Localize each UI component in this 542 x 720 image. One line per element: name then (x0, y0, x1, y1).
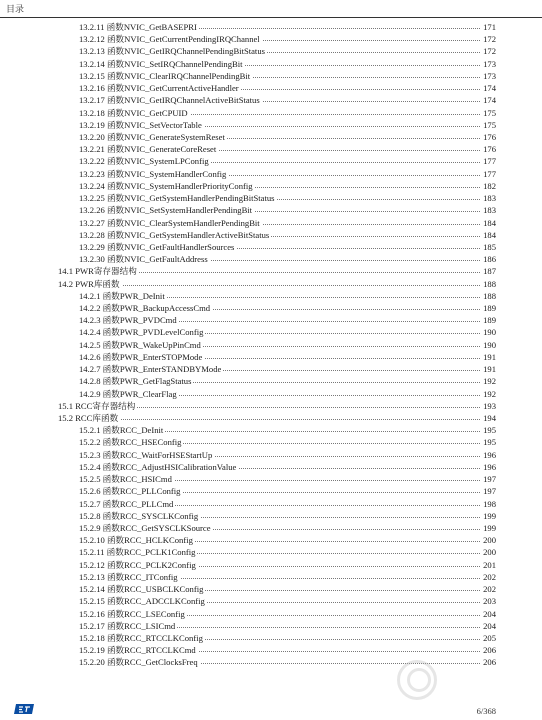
toc-entry-label (79, 58, 245, 70)
toc-entry-number: 15.2.4 (79, 461, 101, 472)
toc-entry-title: 函数PWR_EnterSTANDBYMode (102, 364, 222, 375)
toc-entry-page: 175 (483, 107, 496, 118)
toc-entry-page: 191 (483, 351, 496, 362)
toc-entry-number: 13.2.17 (79, 95, 105, 106)
toc-entry-title: 函数RCC_WaitForHSEStartUp (102, 449, 213, 460)
toc-entry-page: 194 (483, 413, 496, 423)
toc-entry-page: 200 (483, 547, 496, 558)
toc-entry-number: 15.1 (58, 400, 74, 411)
header-rule (0, 17, 542, 18)
toc-entry-page: 190 (483, 327, 496, 338)
toc-entry-page: 185 (483, 241, 496, 252)
toc-entry[interactable] (0, 265, 542, 277)
toc-entry-label (79, 143, 218, 155)
toc-entry[interactable] (0, 546, 542, 558)
toc-entry[interactable] (0, 583, 542, 595)
toc-entry-number: 14.2.9 (79, 388, 101, 399)
toc-entry-page: 173 (483, 58, 496, 69)
toc-entry-page: 197 (483, 486, 496, 497)
toc-entry[interactable] (0, 608, 542, 620)
toc-entry-number: 15.2.12 (79, 559, 105, 570)
toc-entry[interactable] (0, 595, 542, 607)
toc-entry[interactable] (0, 94, 542, 106)
toc-entry-number: 15.2.5 (79, 474, 101, 485)
toc-entry-number: 13.2.24 (79, 180, 105, 191)
toc-entry-label (79, 33, 262, 45)
toc-entry[interactable] (0, 302, 542, 314)
toc-entry-number: 15.2.8 (79, 510, 101, 521)
toc-entry-title: 函数NVIC_ClearIRQChannelPendingBit (106, 70, 251, 81)
toc-entry-label (79, 192, 277, 204)
toc-entry-label (79, 229, 271, 241)
toc-entry-title: 函数RCC_AdjustHSICalibrationValue (102, 461, 237, 472)
toc-entry-number: 15.2.3 (79, 449, 101, 460)
toc-entry[interactable] (0, 363, 542, 375)
toc-entry-number: 13.2.29 (79, 241, 105, 252)
toc-entry-page: 195 (483, 425, 496, 436)
toc-entry-title: 函数NVIC_GetCurrentPendingIRQChannel (106, 34, 260, 45)
toc-entry[interactable] (0, 204, 542, 216)
toc-entry-label (79, 131, 227, 143)
toc-entry-label (79, 571, 180, 583)
toc-entry-title: 函数NVIC_GenerateCoreReset (106, 144, 217, 155)
toc-entry-title: 函数RCC_USBCLKConfig (106, 584, 204, 595)
toc-entry[interactable] (0, 314, 542, 326)
toc-entry-page: 174 (483, 83, 496, 94)
toc-entry-number: 13.2.22 (79, 156, 105, 167)
toc-entry-page: 205 (483, 632, 496, 643)
toc-entry-number: 15.2.7 (79, 498, 101, 509)
toc-entry[interactable] (0, 498, 542, 510)
toc-entry[interactable] (0, 461, 542, 473)
toc-entry[interactable] (0, 351, 542, 363)
toc-entry-page: 204 (483, 620, 496, 631)
toc-entry-page: 176 (483, 144, 496, 155)
toc-entry-label (79, 583, 205, 595)
toc-entry-title: 函数RCC_RTCCLKCmd (106, 645, 196, 656)
toc-entry-label (79, 424, 165, 436)
page-number: 6/368 (476, 706, 496, 716)
toc-entry-title: 函数NVIC_GetCPUID (106, 107, 188, 118)
toc-entry-label (79, 204, 254, 216)
toc-entry[interactable] (0, 192, 542, 204)
toc-entry-title: 函数RCC_PCLK1Config (106, 547, 196, 558)
toc-entry-label (79, 290, 167, 302)
toc-entry-label (79, 326, 205, 338)
toc-entry-label (79, 314, 179, 326)
toc-entry-title: 函数NVIC_GetSystemHandlerPendingBitStatus (106, 193, 275, 204)
toc-entry-title: 函数NVIC_SystemHandlerConfig (106, 168, 227, 179)
toc-entry-page: 184 (483, 217, 496, 228)
toc-entry-number: 13.2.30 (79, 254, 105, 265)
toc-entry-page: 203 (483, 596, 496, 607)
toc-entry-label (79, 168, 228, 180)
toc-entry-title: 函数RCC_ADCCLKConfig (106, 596, 205, 607)
toc-entry-title: 函数NVIC_GetBASEPRI (106, 22, 197, 32)
watermark-logo (395, 656, 535, 700)
toc-entry[interactable] (0, 339, 542, 351)
toc-entry[interactable] (0, 644, 542, 656)
toc-entry-page: 199 (483, 522, 496, 533)
toc-entry-title: 函数NVIC_SetIRQChannelPendingBit (106, 58, 243, 69)
toc-entry-label (79, 21, 199, 33)
toc-entry-label (79, 656, 200, 668)
toc-entry-page: 202 (483, 584, 496, 595)
toc-entry[interactable] (0, 388, 542, 400)
toc-entry-title: 函数NVIC_SetSystemHandlerPendingBit (106, 205, 253, 216)
toc-entry-title: 函数PWR_DeInit (102, 290, 165, 301)
toc-entry-label (79, 82, 241, 94)
toc-entry-number: 15.2.19 (79, 645, 105, 656)
toc-entry-title: RCC寄存器结构 (75, 400, 136, 411)
toc-entry-number: 14.1 (58, 266, 74, 277)
toc-entry-number: 15.2.6 (79, 486, 101, 497)
toc-entry-title: 函数RCC_LSEConfig (106, 608, 185, 619)
toc-entry-page: 200 (483, 535, 496, 546)
toc-entry-label (79, 522, 213, 534)
toc-entry-title: RCC库函数 (75, 413, 119, 423)
toc-entry[interactable] (0, 229, 542, 241)
toc-entry-title: 函数NVIC_GenerateSystemReset (106, 131, 225, 142)
toc-entry-label (79, 644, 198, 656)
toc-entry[interactable] (0, 632, 542, 644)
toc-entry-label (79, 388, 179, 400)
toc-entry-page: 201 (483, 559, 496, 570)
toc-entry-title: 函数NVIC_SystemHandlerPriorityConfig (106, 180, 253, 191)
toc-entry[interactable] (0, 143, 542, 155)
toc-entry-label (79, 351, 204, 363)
toc-leader-dots (58, 285, 496, 286)
toc-entry-number: 13.2.19 (79, 119, 105, 130)
toc-entry-label (79, 632, 205, 644)
toc-entry-title: 函数PWR_BackupAccessCmd (102, 303, 211, 314)
toc-entry-number: 14.2.8 (79, 376, 101, 387)
toc-entry-page: 192 (483, 388, 496, 399)
toc-entry-page: 182 (483, 180, 496, 191)
toc-entry-title: 函数RCC_RTCCLKConfig (106, 632, 203, 643)
toc-entry[interactable] (0, 571, 542, 583)
toc-entry-number: 15.2.17 (79, 620, 105, 631)
toc-entry-title: 函数PWR_PVDLevelConfig (102, 327, 204, 338)
toc-entry-number: 14.2.2 (79, 303, 101, 314)
page-header (0, 0, 542, 18)
toc-entry-page: 176 (483, 131, 496, 142)
toc-entry-number: 13.2.13 (79, 46, 105, 57)
toc-entry-page: 204 (483, 608, 496, 619)
toc-entry-number: 15.2 (58, 413, 74, 423)
toc-entry[interactable] (0, 436, 542, 448)
toc-entry-label (79, 217, 262, 229)
toc-entry-number: 13.2.25 (79, 193, 105, 204)
toc-entry-page: 190 (483, 339, 496, 350)
toc-entry-number: 14.2.7 (79, 364, 101, 375)
toc-entry-page: 175 (483, 119, 496, 130)
toc-entry[interactable] (0, 82, 542, 94)
toc-entry-title: PWR库函数 (75, 278, 120, 289)
toc-entry-number: 15.2.14 (79, 584, 105, 595)
toc-entry-title: 函数NVIC_GetIRQChannelPendingBitStatus (106, 46, 265, 57)
toc-entry-title: PWR寄存器结构 (75, 266, 137, 277)
toc-entry-page: 171 (483, 22, 496, 32)
toc-entry-title: 函数NVIC_GetFaultHandlerSources (106, 241, 235, 252)
toc-entry-page: 172 (483, 46, 496, 57)
toc-entry-page: 202 (483, 571, 496, 582)
toc-entry-title: 函数RCC_HSEConfig (102, 437, 182, 448)
toc-entry-title: 函数PWR_WakeUpPinCmd (102, 339, 201, 350)
toc-entry[interactable] (0, 510, 542, 522)
toc-entry-label (79, 45, 267, 57)
toc-entry-number: 14.2.4 (79, 327, 101, 338)
toc-entry-label (79, 510, 200, 522)
toc-entry[interactable] (0, 217, 542, 229)
toc-entry-label (79, 253, 210, 265)
st-logo-icon (14, 702, 36, 716)
toc-entry-number: 13.2.12 (79, 34, 105, 45)
toc-entry[interactable] (0, 485, 542, 497)
toc-entry-page: 188 (483, 290, 496, 301)
toc-entry-title: 函数NVIC_GetIRQChannelActiveBitStatus (106, 95, 260, 106)
toc-entry-number: 13.2.14 (79, 58, 105, 69)
toc-entry-number: 15.2.9 (79, 522, 101, 533)
toc-entry[interactable] (0, 473, 542, 485)
toc-entry-number: 13.2.23 (79, 168, 105, 179)
toc-entry-page: 196 (483, 449, 496, 460)
toc-entry-number: 15.2.18 (79, 632, 105, 643)
toc-entry[interactable] (0, 180, 542, 192)
toc-entry-page: 199 (483, 510, 496, 521)
toc-entry-label (58, 278, 122, 290)
toc-entry-label (58, 412, 120, 424)
table-of-contents (0, 21, 542, 669)
toc-entry-title: 函数RCC_PCLK2Config (106, 559, 196, 570)
toc-entry[interactable] (0, 253, 542, 265)
toc-entry-title: 函数RCC_GetClocksFreq (106, 657, 198, 668)
toc-entry-page: 188 (483, 278, 496, 289)
toc-entry-number: 13.2.28 (79, 229, 105, 240)
toc-entry[interactable] (0, 70, 542, 82)
toc-entry-label (79, 461, 238, 473)
toc-entry-title: 函数PWR_GetFlagStatus (102, 376, 192, 387)
toc-entry-label (79, 155, 211, 167)
toc-entry-number: 15.2.10 (79, 535, 105, 546)
toc-entry-page: 189 (483, 315, 496, 326)
toc-entry-label (79, 485, 182, 497)
toc-entry-page: 174 (483, 95, 496, 106)
toc-entry-page: 192 (483, 376, 496, 387)
toc-entry-number: 14.2.3 (79, 315, 101, 326)
toc-entry-title: 函数PWR_EnterSTOPMode (102, 351, 203, 362)
toc-entry-title: 函数NVIC_SetVectorTable (106, 119, 202, 130)
toc-entry-label (79, 70, 252, 82)
toc-entry-label (79, 449, 214, 461)
toc-entry[interactable] (0, 424, 542, 436)
toc-entry[interactable] (0, 21, 542, 33)
toc-entry-page: 198 (483, 498, 496, 509)
toc-entry-number: 13.2.20 (79, 131, 105, 142)
toc-entry[interactable] (0, 375, 542, 387)
toc-entry-number: 15.2.1 (79, 425, 101, 436)
toc-entry[interactable] (0, 45, 542, 57)
toc-entry-title: 函数RCC_HSICmd (102, 474, 172, 485)
toc-entry-page: 173 (483, 70, 496, 81)
toc-entry[interactable] (0, 131, 542, 143)
toc-entry-page: 197 (483, 474, 496, 485)
toc-entry-number: 14.2.6 (79, 351, 101, 362)
toc-entry-page: 172 (483, 34, 496, 45)
toc-entry-label (79, 534, 195, 546)
toc-entry-title: 函数RCC_SYSCLKConfig (102, 510, 199, 521)
toc-entry-label (79, 375, 193, 387)
toc-entry-title: 函数PWR_PVDCmd (102, 315, 177, 326)
toc-entry-title: 函数NVIC_ClearSystemHandlerPendingBit (106, 217, 260, 228)
toc-entry-page: 187 (483, 266, 496, 277)
toc-entry-label (79, 241, 236, 253)
toc-entry-label (79, 363, 223, 375)
toc-entry-title: 函数PWR_ClearFlag (102, 388, 177, 399)
toc-entry[interactable] (0, 290, 542, 302)
toc-entry-number: 13.2.15 (79, 70, 105, 81)
toc-entry-number: 15.2.15 (79, 596, 105, 607)
toc-entry-page: 206 (483, 645, 496, 656)
toc-entry-number: 15.2.16 (79, 608, 105, 619)
toc-entry-title: 函数NVIC_GetFaultAddress (106, 254, 208, 265)
toc-entry-page: 184 (483, 229, 496, 240)
toc-entry-number: 14.2 (58, 278, 74, 289)
toc-entry-page: 183 (483, 205, 496, 216)
toc-entry-number: 13.2.18 (79, 107, 105, 118)
toc-entry-number: 14.2.5 (79, 339, 101, 350)
toc-entry[interactable] (0, 119, 542, 131)
toc-entry[interactable] (0, 522, 542, 534)
toc-entry[interactable] (0, 155, 542, 167)
toc-entry-label (79, 436, 183, 448)
toc-entry-title: 函数RCC_PLLCmd (102, 498, 174, 509)
toc-entry[interactable] (0, 107, 542, 119)
toc-entry-title: 函数RCC_HCLKConfig (106, 535, 193, 546)
toc-entry[interactable] (0, 58, 542, 70)
toc-leader-dots (58, 419, 496, 420)
toc-entry-title: 函数RCC_ITConfig (106, 571, 178, 582)
page-footer (0, 700, 542, 720)
toc-entry-label (79, 498, 175, 510)
toc-entry-number: 15.2.11 (79, 547, 105, 558)
toc-entry-page: 186 (483, 254, 496, 265)
toc-entry-label (79, 608, 187, 620)
toc-entry-label (58, 265, 139, 277)
toc-entry[interactable] (0, 400, 542, 412)
toc-entry-number: 15.2.20 (79, 657, 105, 668)
toc-entry-title: 函数RCC_GetSYSCLKSource (102, 522, 211, 533)
toc-entry[interactable] (0, 449, 542, 461)
toc-entry-label (58, 400, 137, 412)
toc-entry-title: 函数RCC_PLLConfig (102, 486, 181, 497)
toc-entry[interactable] (0, 241, 542, 253)
toc-entry-title: 函数RCC_LSICmd (106, 620, 176, 631)
toc-entry-label (79, 107, 190, 119)
toc-entry-number: 15.2.2 (79, 437, 101, 448)
toc-entry-number: 15.2.13 (79, 571, 105, 582)
toc-entry-number: 13.2.16 (79, 83, 105, 94)
toc-entry-title: 函数NVIC_SystemLPConfig (106, 156, 209, 167)
toc-entry-page: 206 (483, 657, 496, 668)
toc-entry-label (79, 119, 204, 131)
toc-entry-label (79, 94, 262, 106)
toc-entry-title: 函数RCC_DeInit (102, 425, 164, 436)
toc-entry-number: 13.2.21 (79, 144, 105, 155)
toc-entry-label (79, 473, 174, 485)
toc-entry-page: 189 (483, 303, 496, 314)
toc-entry[interactable] (0, 534, 542, 546)
toc-entry[interactable] (0, 620, 542, 632)
toc-entry[interactable] (0, 168, 542, 180)
toc-entry[interactable] (0, 33, 542, 45)
toc-entry[interactable] (0, 278, 542, 290)
toc-entry-number: 13.2.11 (79, 22, 105, 32)
toc-entry-page: 195 (483, 437, 496, 448)
toc-entry-title: 函数NVIC_GetCurrentActiveHandler (106, 83, 239, 94)
toc-entry-page: 177 (483, 168, 496, 179)
toc-entry-number: 13.2.26 (79, 205, 105, 216)
toc-entry-page: 191 (483, 364, 496, 375)
toc-entry-title: 函数NVIC_GetSystemHandlerActiveBitStatus (106, 229, 270, 240)
toc-entry-label (79, 559, 198, 571)
toc-entry[interactable] (0, 326, 542, 338)
toc-entry[interactable] (0, 559, 542, 571)
toc-entry-page: 177 (483, 156, 496, 167)
toc-entry-label (79, 180, 255, 192)
toc-entry-page: 183 (483, 193, 496, 204)
toc-entry-label (79, 546, 197, 558)
toc-entry-number: 14.2.1 (79, 290, 101, 301)
toc-entry-label (79, 620, 177, 632)
toc-entry-label (79, 302, 212, 314)
toc-entry-label (79, 595, 207, 607)
toc-entry-label (79, 339, 203, 351)
toc-entry[interactable] (0, 412, 542, 424)
header-title: 目录 (6, 4, 25, 14)
toc-entry-page: 193 (483, 400, 496, 411)
toc-entry-page: 196 (483, 461, 496, 472)
toc-entry-number: 13.2.27 (79, 217, 105, 228)
